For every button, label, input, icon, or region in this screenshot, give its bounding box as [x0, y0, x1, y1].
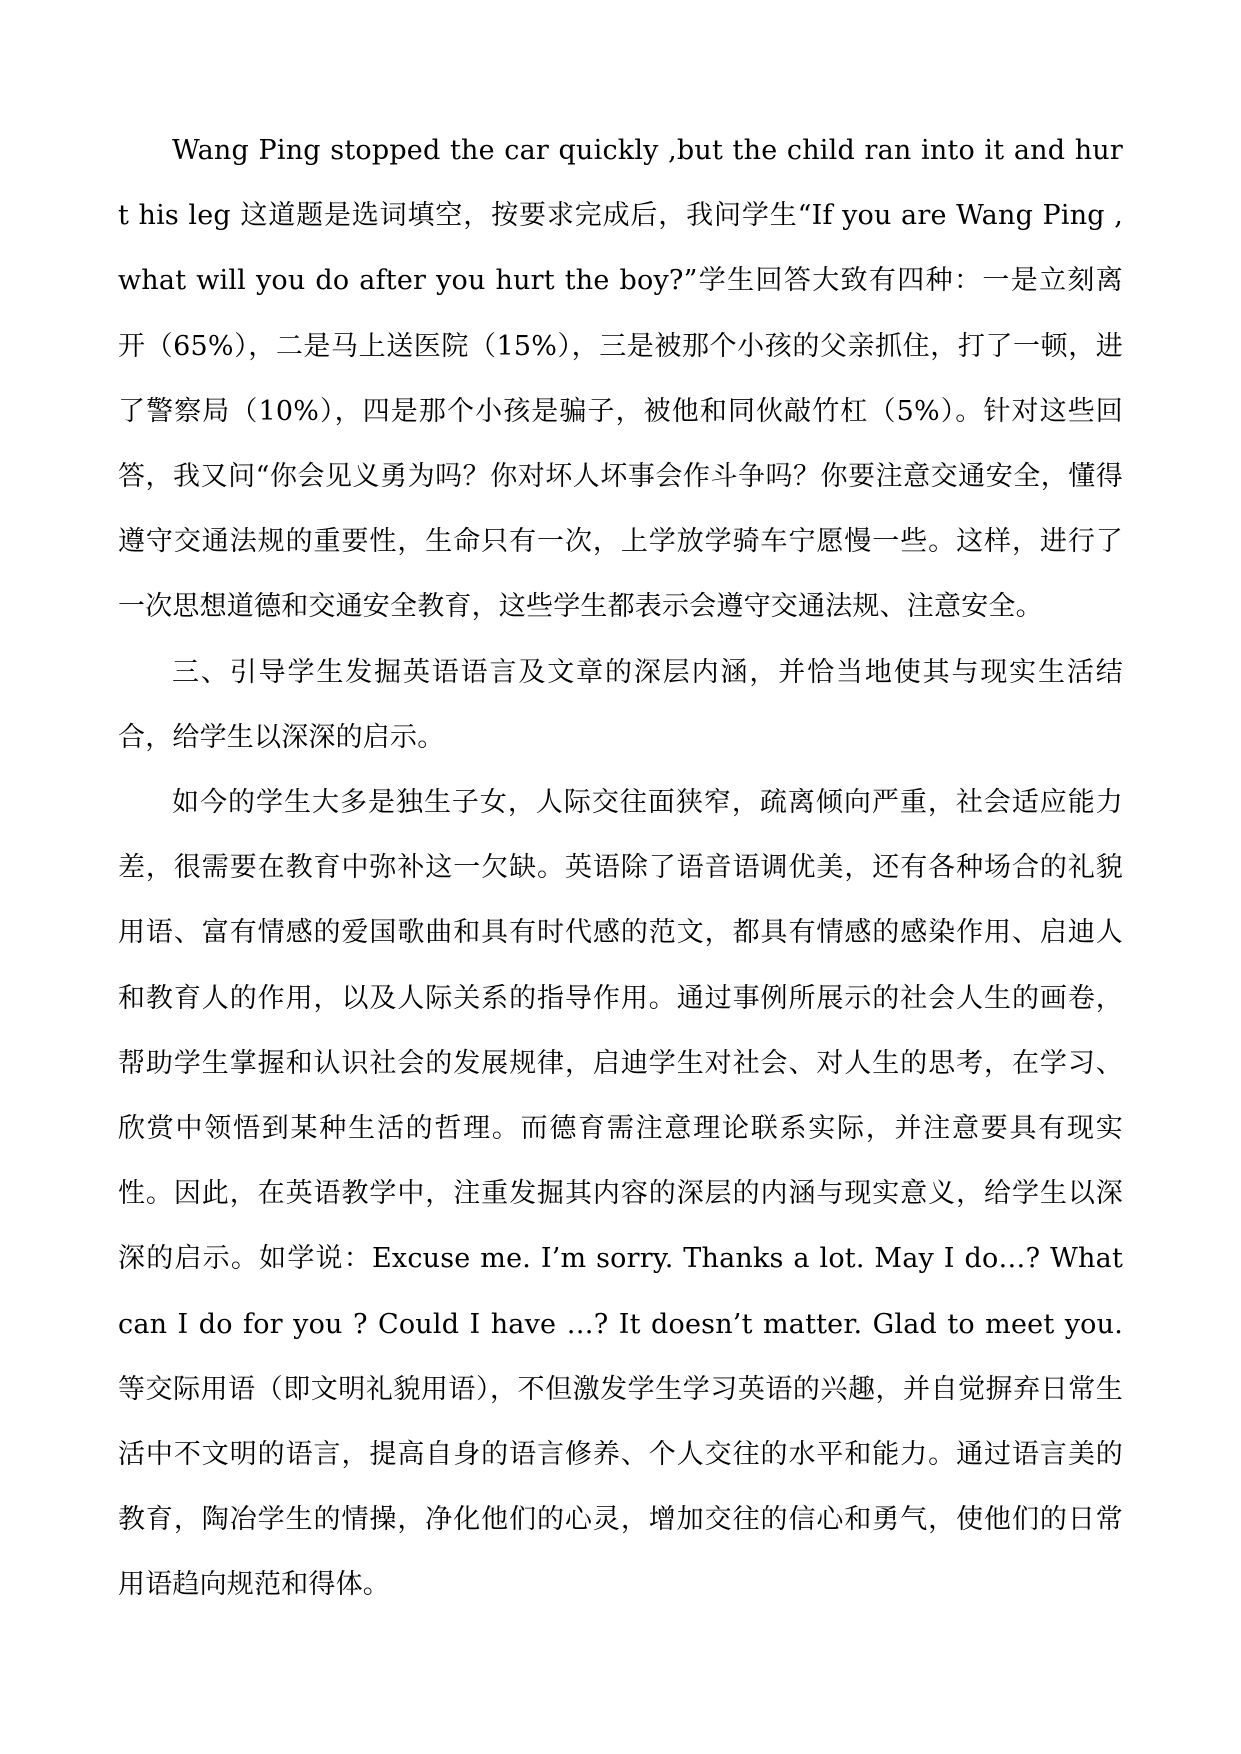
paragraph-moral-education: 如今的学生大多是独生子女，人际交往面狭窄，疏离倾向严重，社会适应能力差，很需要在教育中弥补这一欠缺。英语除了语音语调优美，还有各种场合的礼貌用语、富有情感的爱国歌曲和具有时代感的范文，都具有情感的感染作用、启迪人和教育人的作用，以及人际关系的指导作用。通过事例所展示的社会人生的画卷，帮助学生掌握和认识社会的发展规律，启迪学生对社会、对人生的思考，在学习、欣赏中领悟到某种生活的哲理。而德育需注意理论联系实际，并注意要具有现实性。因此，在英语教学中，注重发掘其内容的深层的内涵与现实意义，给学生以深深的启示。如学说：Excuse me. I’m sorry. Thanks a lot. May I do…? What can I do for you ? Could I have …? It doesn’t matter. Glad to meet you.等交际用语（即文明礼貌用语），不但激发学生学习英语的兴趣，并自觉摒弃日常生活中不文明的语言，提高自身的语言修养、个人交往的水平和能力。通过语言美的教育，陶冶学生的情操，净化他们的心灵，增加交往的信心和勇气，使他们的日常用语趋向规范和得体。 [118, 787, 1123, 1601]
paragraph-section-heading: 三、引导学生发掘英语语言及文章的深层内涵，并恰当地使其与现实生活结合，给学生以深深的启示。 [118, 656, 1123, 753]
document-page [118, 118, 1123, 1618]
paragraph-traffic-example: Wang Ping stopped the car quickly ,but the child ran into it and hurt his leg 这道题是选词填空，按要求完成后，我问学生“If you are Wang Ping ,what will you do after you hurt the boy?”学生回答大致有四种：一是立刻离开（65%），二是马上送医院（15%），三是被那个小孩的父亲抓住，打了一顿，进了警察局（10%），四是那个小孩是骗子，被他和同伙敲竹杠（5%）。针对这些回答，我又问“你会见义勇为吗？你对坏人坏事会作斗争吗？你要注意交通安全，懂得遵守交通法规的重要性，生命只有一次，上学放学骑车宁愿慢一些。这样，进行了一次思想道德和交通安全教育，这些学生都表示会遵守交通法规、注意安全。 [118, 135, 1123, 623]
